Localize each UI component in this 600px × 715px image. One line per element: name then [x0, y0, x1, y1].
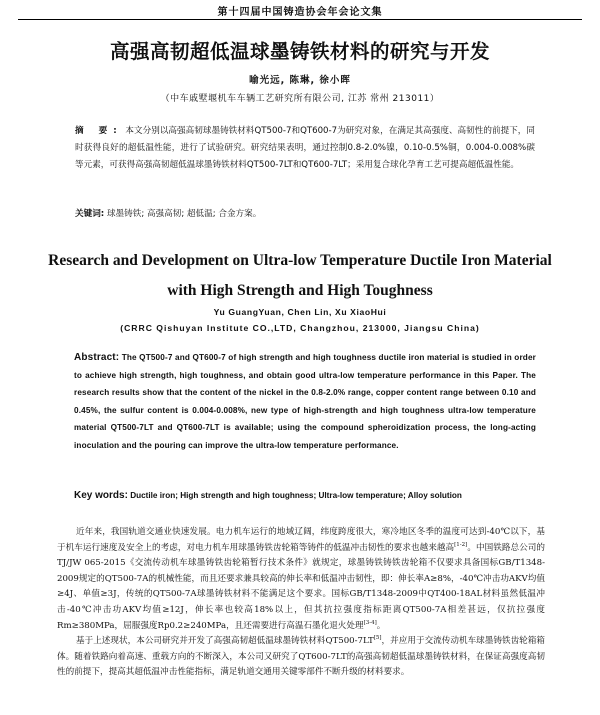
- body-paragraph-1-part-a: 近年来，我国轨道交通业快速发展。电力机车运行的地域辽阔，纬度跨度很大，寒冷地区冬季的温度可达到-40℃以下，基于机车运行速度及安全上的考虑，对电力机车用球墨铸铁齿轮箱等铸件的低温冲击韧性的要求也越来越高: [57, 527, 545, 553]
- body-paragraph-2-part-a: 基于上述现状，本公司研究并开发了高强高韧超低温球墨铸铁材料QT500-7LT: [76, 636, 374, 647]
- chinese-abstract-label: 摘 要:: [75, 126, 123, 136]
- citation-ref: [3-4]: [363, 619, 377, 626]
- chinese-title: 高强高韧超低温球墨铸铁材料的研究与开发: [109, 40, 490, 63]
- english-keywords-text: Ductile iron; High strength and high toughness; Ultra-low temperature; Alloy solution: [130, 491, 462, 500]
- body-paragraph: [57, 525, 545, 634]
- body-text: [57, 525, 545, 681]
- body-paragraph-2-part-b: ，并应用于交流传动机车球墨铸铁齿轮箱箱体。随着铁路向着高速、重载方向的不断深入，本公司又研究了QT600-7LT的高强高韧超低温球墨铸铁材料，在保证高强度高韧性的前提下，提高其超低温冲击性能指标，满足轨道交通用关键零部件不断升级的材料要求。: [57, 636, 545, 678]
- english-keywords: [74, 490, 536, 501]
- chinese-authors: 喻光远, 陈琳, 徐小晖: [249, 75, 351, 86]
- header-rule: [18, 19, 582, 20]
- citation-ref: [5]: [373, 635, 382, 642]
- english-authors: Yu GuangYuan, Chen Lin, Xu XiaoHui: [213, 307, 387, 317]
- english-abstract-text: The QT500-7 and QT600-7 of high strength and high toughness ductile iron material is studied in order to achieve high strength, high toughness, and obtain good ultra-low temperature performance in this Paper. The research results show that the content of the nickel in the 0.8-2.0% range, copper content range between 0.10 and 0.45%, the sulfur content is 0.004-0.008%, new type of high-strength and high toughness ultra-low temperature material QT500-7LT and QT600-7LT is available; using the compound spheroidization process, the long-acting inoculation and the pouring can improve the ultra-low temperature performance.: [74, 353, 536, 450]
- english-affiliation: (CRRC Qishuyan Institute CO.,LTD, Changzhou, 213000, Jiangsu China): [120, 323, 480, 333]
- chinese-abstract: [75, 123, 535, 174]
- english-abstract: [74, 349, 536, 455]
- body-paragraph-1-part-b: 。中国铁路总公司的TJ/JW 065-2015《交流传动机车球墨铸铁齿轮箱暂行技术条件》就规定，球墨铸铁铸铁齿轮箱不仅要求具备国标GB/T1348-2009规定的QT500-7A的机械性能，而且还要求兼具较高的伸长率和低温冲击韧性，即：伸长率A≥8%，-40℃冲击功AKV均值≥4J、单值≥3J，传统的QT500-7A球墨铸铁材料不能满足这个要求。国标GB/T1348-2009中QT400-18AL材料虽然低温冲击-40℃冲击功AKV均值≥12J，伸长率也较高18%以上，但其抗拉强度指标距离QT500-7A相差甚远，仅抗拉强度Rm≥380MPa，屈服强度Rp0.2≥240MPa，且还需要进行高温石墨化退火处理: [57, 542, 545, 631]
- citation-ref: [1-2]: [454, 541, 468, 548]
- body-paragraph: [57, 634, 545, 681]
- chinese-keywords-label: 关键词:: [75, 209, 105, 219]
- chinese-affiliation: （中车戚墅堰机车车辆工艺研究所有限公司, 江苏 常州 213011）: [160, 94, 440, 104]
- english-abstract-label: Abstract:: [74, 352, 120, 363]
- english-title: [30, 246, 570, 306]
- english-keywords-label: Key words:: [74, 490, 128, 501]
- chinese-keywords-text: 球墨铸铁; 高强高韧; 超低温; 合金方案。: [106, 209, 262, 219]
- body-paragraph-1-part-c: 。: [376, 620, 386, 631]
- chinese-abstract-text: 本文分别以高强高韧球墨铸铁材料QT500-7和QT600-7为研究对象，在满足其高强度、高韧性的前提下，同时获得良好的超低温性能，进行了试验研究。研究结果表明，通过控制0.8-2.0%镍，0.10-0.5%铜，0.004-0.008%碳等元素，可获得高强高韧超低温球墨铸铁材料QT500-7LT和QT600-7LT；采用复合球化孕育工艺可提高超低温性能。: [75, 126, 535, 170]
- english-title-line-1: Research and Development on Ultra-low Temperature Ductile Iron Material: [48, 252, 552, 269]
- running-head: 第十四届中国铸造协会年会论文集: [217, 7, 383, 18]
- chinese-keywords: [75, 207, 535, 219]
- english-title-line-2: with High Strength and High Toughness: [167, 282, 433, 299]
